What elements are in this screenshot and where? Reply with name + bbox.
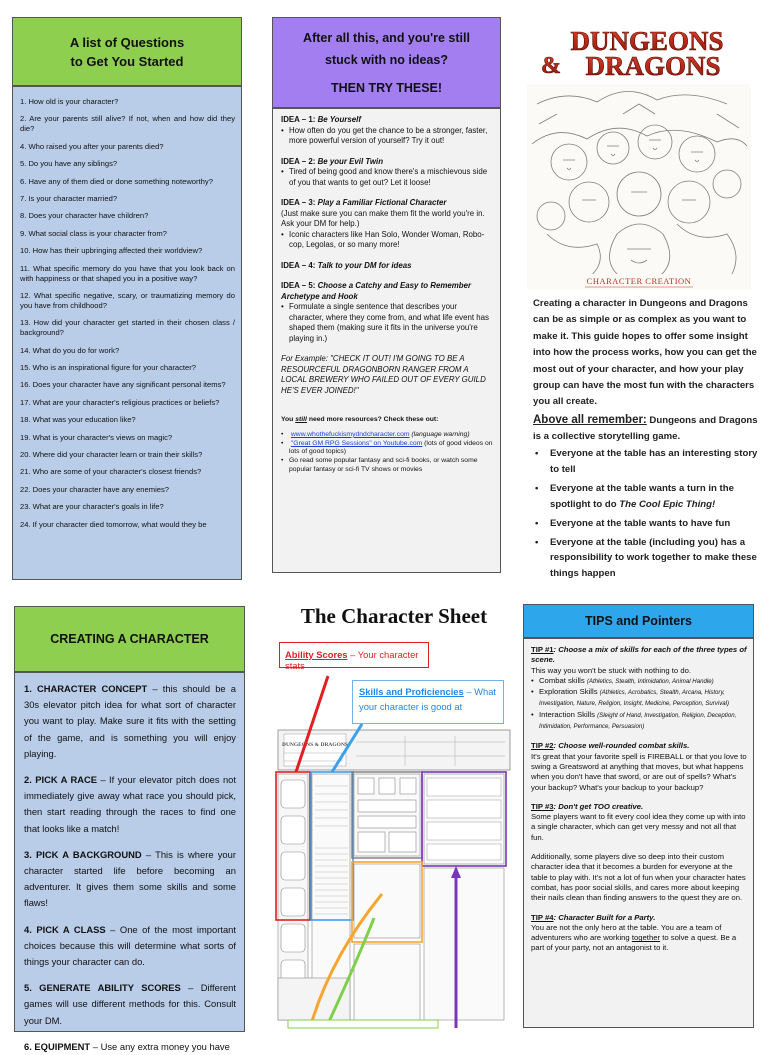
resource-3: • Go read some popular fantasy and sci-fi books, or watch some popular fantasy or sci-fi TV shows or movies	[281, 457, 493, 475]
logo-ampersand: &	[541, 53, 561, 79]
question-item: 11. What specific memory do you have that you look back on with happiness or that shaped you in a positive way?	[20, 263, 235, 283]
ideas-header-line1: After all this, and you're still	[303, 30, 470, 45]
step-3: 3. PICK A BACKGROUND – This is where your character started life before becoming an adventurer. It gives them some skills and some flaws!	[24, 848, 236, 909]
question-item: 16. Does your character have any significant personal items?	[20, 380, 226, 390]
tips-title: TIPS and Pointers	[585, 614, 692, 628]
principle-4: • Everyone at the table (including you) has a responsibility to work together to make these things happen	[533, 535, 759, 583]
resource-link-2: • "Great GM RPG Sessions" on Youtube.com (lots of good videos on lots of good topics)	[281, 440, 493, 458]
tip-3-title: TIP #3: Don't get TOO creative.	[531, 801, 644, 811]
logo-dungeons: DUNGEONS	[570, 26, 724, 56]
question-item: 1. How old is your character?	[20, 97, 119, 106]
tip-1-title: TIP #1: Choose a mix of skills for each of the three types of scene.	[531, 645, 747, 665]
art-caption: CHARACTER CREATION	[586, 276, 692, 286]
step-2: 2. PICK A RACE – If your elevator pitch does not immediately give away what race you should pick, then start reading through the races to find one that looks like a match!	[24, 774, 236, 834]
question-item: 13. How did your character get started in their chosen class / background?	[20, 318, 235, 338]
principle-2: • Everyone at the table wants a turn in the spotlight to do The Cool Epic Thing!	[533, 481, 759, 513]
idea-2-text: • Tired of being good and know there's a mischievous side of you that wants to get out? Let it loose!	[281, 167, 493, 188]
creating-title: CREATING A CHARACTER	[50, 632, 209, 646]
intro-text: Creating a character in Dungeons and Dragons can be as simple or as complex as you want to make it. This guide hopes to offer some insight into how the process works, how you can get the most out of your character, and how your play group can have the most fun with the characters you all create.	[533, 298, 757, 408]
question-item: 12. What specific negative, scary, or traumatizing memory do you have from childhood?	[20, 290, 235, 310]
questions-header	[12, 17, 242, 86]
tip-1-interaction: • Interaction Skills (Sleight of Hand, Investigation, Religion, Deception, Intimidation, Performance, Persuasion)	[531, 710, 747, 733]
idea-3-text: • Iconic characters like Han Solo, Wonder Woman, Robo-cop, Legolas, or so many more!	[281, 230, 493, 251]
tip-3-text: Some players want to fit every cool idea they come up with into a single character, which can get very messy and not all that fun.	[531, 812, 746, 842]
questions-title-line1: A list of Questions	[69, 34, 185, 50]
question-item: 7. Is your character married?	[20, 193, 118, 203]
principle-3: • Everyone at the table wants to have fun	[533, 516, 759, 532]
idea-2-title: IDEA – 2: Be your Evil Twin	[281, 156, 384, 166]
step-5: 5. GENERATE ABILITY SCORES – Different games will use different methods for this. Consult your DM.	[24, 982, 236, 1026]
idea-3-note: (Just make sure you can make them fit the world you're in. Ask your DM for help.)	[281, 208, 485, 228]
dnd-logo	[531, 25, 755, 81]
tip-2-text: It's great that your favorite spell is FIREBALL or that you love to swing a Greatsword at anything that moves, but what happens when you don't have that sword, or are out of spells? What's your backup? What's your backup to your backup?	[531, 751, 747, 792]
idea-3-title: IDEA – 3: Play a Familiar Fictional Character	[281, 198, 447, 207]
step-1: 1. CHARACTER CONCEPT – this should be a 30s elevator pitch idea for what sort of character you want to play. Make sure it fits with the setting of the game, and is something you will enjoy playing.	[24, 683, 236, 759]
character-creation-art	[527, 84, 751, 290]
resource-link-2-url[interactable]: "Great GM RPG Sessions" on Youtube.com	[290, 439, 423, 447]
skills-label: Skills and Proficiencies – What your character is good at	[352, 680, 504, 724]
question-item: 2. Are your parents still alive? If not, when and how did they die?	[20, 114, 235, 134]
sheet-title: The Character Sheet	[300, 604, 488, 628]
creating-header	[14, 606, 245, 672]
questions-list	[12, 86, 242, 580]
idea-1-text: • How often do you get the chance to be a stronger, faster, more powerful version of yourself? Try it out!	[281, 126, 493, 147]
question-item: 10. How has their upbringing affected their worldview?	[20, 246, 203, 256]
question-item: 14. What do you do for work?	[20, 345, 120, 355]
question-item: 17. What are your character's religious practices or beliefs?	[20, 397, 220, 407]
ideas-header-line2: stuck with no ideas?	[325, 52, 448, 67]
tips-box	[523, 638, 754, 1028]
tip-1-exploration: • Exploration Skills (Athletics, Acrobatics, Stealth, Arcana, History, Investigation, Nature, Religion, Insight, Medicine, Perception, Survival)	[531, 687, 747, 710]
principle-1: • Everyone at the table has an interesting story to tell	[533, 446, 759, 478]
step-4: 4. PICK A CLASS – One of the most important choices because this will determine what sorts of things your character can do.	[24, 923, 236, 968]
ideas-header-line3: THEN TRY THESE!	[330, 80, 443, 95]
question-item: 21. Who are some of your character's closest friends?	[20, 467, 202, 477]
question-item: 9. What social class is your character from?	[20, 228, 167, 238]
question-item: 6. Have any of them died or done something noteworthy?	[20, 176, 213, 186]
question-item: 4. Who raised you after your parents died?	[20, 141, 164, 151]
tip-4-text: You are not the only hero at the table. You are a team of adventurers who are working together to solve a quest. Be a part of your party, not an antagonist to it.	[531, 922, 737, 953]
idea-5-title: IDEA – 5: Choose a Catchy and Easy to Remember Archetype and Hook	[281, 281, 472, 301]
question-item: 22. Does your character have any enemies?	[20, 484, 170, 494]
tip-3-text-2: Additionally, some players dive so deep into their custom character idea that it becomes a burden for everyone at the table to play with. It's not a lot of fun when your character hates combat, has poor social skills, and cares more about keeping their nails clean than finding answers to the quest they are on.	[531, 852, 746, 903]
ideas-box	[272, 108, 501, 573]
principles-list	[533, 446, 759, 585]
question-item: 15. Who is an inspirational figure for your character?	[20, 363, 197, 373]
question-item: 24. If your character died tomorrow, what would they be	[20, 519, 207, 529]
resource-link-1: • www.whothefuckismydndcharacter.com (language warning)	[281, 431, 493, 440]
idea-4-title: IDEA – 4: Talk to your DM for ideas	[281, 260, 412, 270]
ideas-header	[272, 17, 501, 108]
tip-2-title: TIP #2: Choose well-rounded combat skills.	[531, 741, 690, 751]
question-item: 23. What are your character's goals in life?	[20, 502, 164, 512]
creating-steps	[14, 672, 245, 1052]
ability-scores-label: Ability Scores – Your character stats	[279, 642, 429, 668]
idea-5-text: • Formulate a single sentence that describes your character, where they come from, and what life event has shaped them (making sure it fits in the universe you're playing in.)	[281, 302, 493, 344]
questions-title-line2: to Get You Started	[70, 53, 184, 69]
tip-1-intro: This way you won't be stuck with nothing to do.	[531, 665, 691, 675]
idea-1-title: IDEA – 1: Be Yourself	[281, 115, 361, 124]
tip-1-combat: • Combat skills (Athletics, Stealth, Intimidation, Animal Handle)	[531, 676, 747, 687]
sheet-brand: DUNGEONS & DRAGONS	[281, 742, 349, 748]
question-item: 18. What was your education like?	[20, 415, 136, 425]
question-item: 19. What is your character's views on magic?	[20, 432, 173, 442]
resource-link-1-url[interactable]: www.whothefuckismydndcharacter.com	[290, 430, 410, 438]
above-heading: Above all remember:	[533, 414, 647, 426]
question-item: 8. Does your character have children?	[20, 211, 149, 221]
tips-header	[523, 604, 754, 638]
resources-heading: You still need more resources? Check these out:	[281, 416, 439, 423]
logo-dragons: DRAGONS	[585, 51, 721, 81]
question-item: 20. Where did your character learn or train their skills?	[20, 450, 203, 460]
above-all-remember: Above all remember: Dungeons and Dragons is a collective storytelling game.	[533, 414, 758, 443]
step-6: 6. EQUIPMENT – Use any extra money you have	[24, 1040, 230, 1052]
question-item: 5. Do you have any siblings?	[20, 159, 118, 169]
tip-4-title: TIP #4: Character Built for a Party.	[531, 912, 656, 922]
idea-example: For Example: "CHECK IT OUT! I'M GOING TO BE A RESOURCEFUL DRAGONBORN RANGER FROM A LOCAL BREWERY WHO FAILED OUT OF EVERY GUILD HE'S EVER JOINED!"	[281, 354, 486, 395]
